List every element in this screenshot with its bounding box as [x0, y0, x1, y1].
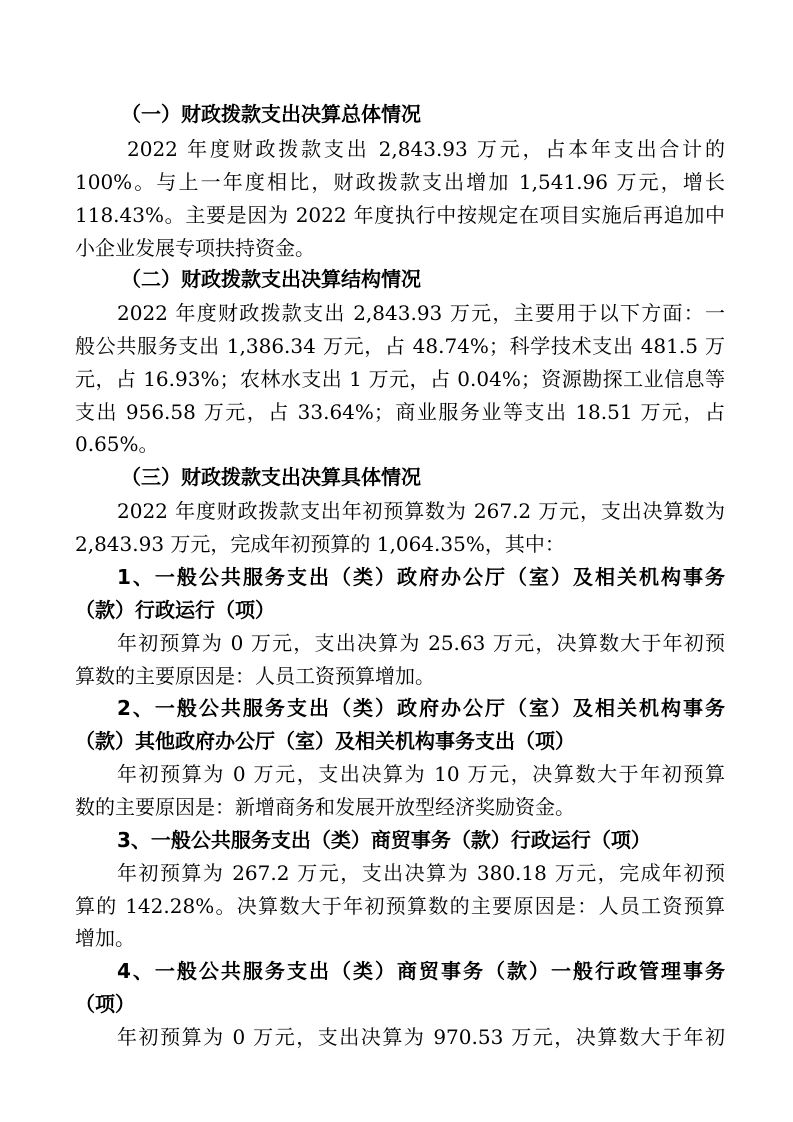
paragraph-line: 100%。与上一年度相比，财政拨款支出增加 1,541.96 万元，增长 — [75, 170, 725, 194]
paragraph-line: 2022 年度财政拨款支出 2,843.93 万元，占本年支出合计的 — [127, 137, 725, 161]
section-heading: （一）财政拨款支出决算总体情况 — [121, 102, 421, 126]
paragraph-line: 年初预算为 267.2 万元，支出决算为 380.18 万元，完成年初预 — [117, 861, 725, 885]
section-heading: （三）财政拨款支出决算具体情况 — [121, 465, 421, 489]
paragraph-line: 元，占 16.93%；农林水支出 1 万元，占 0.04%；资源勘探工业信息等 — [75, 367, 725, 391]
paragraph-line: 增加。 — [75, 926, 135, 950]
paragraph-line: 算数的主要原因是：人员工资预算增加。 — [75, 664, 435, 688]
paragraph-line: 小企业发展专项扶持资金。 — [75, 236, 315, 260]
item-title: （款）其他政府办公厅（室）及相关机构事务支出（项） — [75, 729, 575, 753]
section-heading: （二）财政拨款支出决算结构情况 — [121, 267, 421, 291]
paragraph-line: 0.65%。 — [75, 432, 159, 456]
paragraph-line: 般公共服务支出 1,386.34 万元，占 48.74%；科学技术支出 481.5 万 — [75, 334, 725, 358]
item-title: 2、一般公共服务支出（类）政府办公厅（室）及相关机构事务 — [117, 696, 725, 720]
paragraph-line: 年初预算为 0 万元，支出决算为 25.63 万元，决算数大于年初预 — [117, 631, 725, 655]
paragraph-line: 算的 142.28%。决算数大于年初预算数的主要原因是：人员工资预算 — [75, 894, 725, 918]
paragraph-line: 年初预算为 0 万元，支出决算为 970.53 万元，决算数大于年初 — [117, 1025, 725, 1049]
item-title: （款）行政运行（项） — [75, 598, 275, 622]
paragraph-line: 数的主要原因是：新增商务和发展开放型经济奖励资金。 — [75, 795, 575, 819]
paragraph-line: 2022 年度财政拨款支出年初预算数为 267.2 万元，支出决算数为 — [117, 499, 725, 523]
item-title: 3、一般公共服务支出（类）商贸事务（款）行政运行（项） — [117, 828, 651, 852]
item-title: 1、一般公共服务支出（类）政府办公厅（室）及相关机构事务 — [117, 565, 725, 589]
paragraph-line: 2,843.93 万元，完成年初预算的 1,064.35%，其中： — [75, 532, 565, 556]
item-title: （项） — [75, 992, 135, 1016]
item-title: 4、一般公共服务支出（类）商贸事务（款）一般行政管理事务 — [117, 959, 725, 983]
paragraph-line: 2022 年度财政拨款支出 2,843.93 万元，主要用于以下方面：一 — [117, 301, 725, 325]
paragraph-line: 118.43%。主要是因为 2022 年度执行中按规定在项目实施后再追加中 — [75, 203, 725, 227]
paragraph-line: 年初预算为 0 万元，支出决算为 10 万元，决算数大于年初预算 — [117, 762, 725, 786]
paragraph-line: 支出 956.58 万元，占 33.64%；商业服务业等支出 18.51 万元，占 — [75, 400, 725, 424]
